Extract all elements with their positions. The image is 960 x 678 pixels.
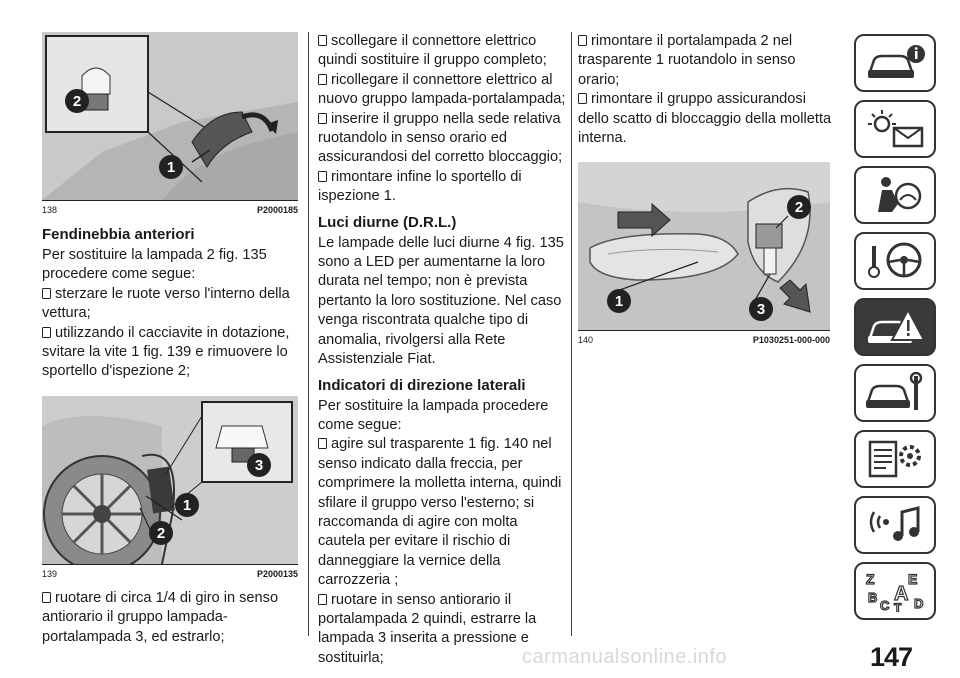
tab-maintenance[interactable]	[854, 364, 936, 422]
callout-2	[64, 88, 90, 114]
page-number: 147	[870, 642, 913, 672]
tab-car-info[interactable]	[854, 34, 936, 92]
tab-safety[interactable]	[854, 166, 936, 224]
figure-code: P2000185	[256, 205, 298, 215]
svg-text:Z: Z	[866, 571, 875, 587]
watermark: carmanualsonline.info	[522, 646, 728, 668]
checkbox-bullet-icon	[318, 74, 327, 85]
column-divider	[571, 32, 572, 636]
svg-text:B: B	[868, 590, 878, 605]
bullet-item: rimontare infine lo sportello di ispezione 1.	[318, 168, 522, 205]
bullet-item: rimontare il gruppo assicurandosi dello scatto di bloccaggio della molletta interna.	[578, 91, 832, 147]
column-1	[42, 32, 298, 647]
checkbox-bullet-icon	[578, 35, 587, 46]
figure-number: 138	[42, 205, 58, 215]
tab-warning-lights[interactable]	[854, 100, 936, 158]
checkbox-bullet-icon	[318, 35, 327, 46]
bullet-item: scollegare il connettore elettrico quindi sostituire il gruppo completo;	[318, 33, 547, 69]
callout-1	[158, 154, 184, 180]
svg-text:1: 1	[182, 496, 192, 514]
checkbox-bullet-icon	[318, 594, 327, 605]
index-icon	[864, 570, 928, 612]
figure-139	[42, 396, 298, 565]
paragraph: Per sostituire la lampada procedere come segue:	[318, 397, 549, 433]
checkbox-bullet-icon	[578, 93, 587, 104]
column-2	[318, 32, 566, 668]
section-heading-drl: Luci diurne (D.R.L.)	[318, 213, 457, 231]
bullet-item: utilizzando il cacciavite in dotazione, svitare la vite 1 fig. 139 e rimuovere lo sportello d'ispezione 2;	[42, 324, 290, 380]
figure-code: P1030251-000-000	[752, 335, 830, 346]
callout-2	[786, 194, 812, 220]
callout-3	[748, 296, 774, 322]
column-divider	[308, 32, 309, 636]
checkbox-bullet-icon	[318, 438, 327, 449]
safety-airbag-icon	[864, 174, 928, 216]
callout-2	[148, 520, 174, 546]
checkbox-bullet-icon	[42, 288, 51, 299]
tab-starting-driving[interactable]	[854, 232, 936, 290]
svg-text:A: A	[894, 583, 909, 605]
figure-138	[42, 32, 298, 201]
column-3	[578, 32, 840, 355]
figure-code: P2000135	[256, 568, 298, 579]
callout-1	[606, 288, 632, 314]
svg-text:T: T	[894, 601, 902, 612]
checkbox-bullet-icon	[42, 327, 51, 338]
tab-multimedia[interactable]	[854, 496, 936, 554]
bullet-item: ricollegare il connettore elettrico al nuovo gruppo lampada-portalampada;	[318, 71, 566, 108]
tab-technical-data[interactable]	[854, 430, 936, 488]
car-info-icon	[864, 42, 928, 84]
technical-data-icon	[864, 438, 928, 480]
figure-138-caption	[42, 204, 298, 216]
multimedia-icon	[864, 504, 928, 546]
svg-text:3: 3	[756, 301, 766, 319]
figure-140	[578, 162, 830, 331]
svg-text:2: 2	[72, 93, 82, 110]
steering-wheel-icon	[864, 240, 928, 282]
callout-1	[174, 492, 200, 518]
checkbox-bullet-icon	[42, 592, 51, 603]
svg-text:C: C	[880, 598, 890, 612]
bullet-item: sterzare le ruote verso l'interno della vettura;	[42, 285, 290, 322]
svg-text:1: 1	[614, 293, 624, 311]
tab-emergency[interactable]	[854, 298, 936, 356]
checkbox-bullet-icon	[318, 171, 327, 182]
tab-index[interactable]	[854, 562, 936, 620]
figure-number: 140	[578, 335, 594, 346]
figure-140-caption	[578, 334, 830, 346]
section-heading-side-indicators: Indicatori di direzione laterali	[318, 376, 526, 394]
svg-text:1: 1	[166, 159, 176, 176]
svg-text:3: 3	[254, 456, 264, 474]
svg-text:2: 2	[794, 199, 804, 217]
paragraph: Le lampade delle luci diurne 4 fig. 135 sono a LED per aumentarne la loro durata nel tempo; non è prevista pertanto la loro sostituzione. Nel caso venga riscontrata qualche tipo di anomalia, rivolgersi alla Rete Assistenziale Fiat.	[318, 234, 564, 368]
bullet-item: ruotare di circa 1/4 di giro in senso antiorario il gruppo lampada-portalampada 3, ed estrarlo;	[42, 589, 279, 645]
bullet-item: ruotare in senso antiorario il portalampada 2 quindi, estrarre la lampada 3 inserita a pressione e sostituirla;	[318, 591, 537, 666]
bullet-item: rimontare il portalampada 2 nel trasparente 1 ruotandolo in senso orario;	[578, 33, 796, 88]
bullet-item: agire sul trasparente 1 fig. 140 nel senso indicato dalla freccia, per comprimere la molletta interna, quindi sfilare il gruppo verso l'esterno; si raccomanda di agire con molta cautela per evitare il rischio di danneggiare la vernice della carrozzeria ;	[318, 436, 562, 589]
paragraph: Per sostituire la lampada 2 fig. 135 procedere come segue:	[42, 247, 267, 283]
bullet-item: inserire il gruppo nella sede relativa ruotandolo in senso orario ed assicurandosi del corretto bloccaggio;	[318, 110, 563, 166]
checkbox-bullet-icon	[318, 113, 327, 124]
svg-text:E: E	[908, 571, 918, 587]
figure-number: 139	[42, 568, 58, 579]
callout-3	[246, 452, 272, 478]
svg-text:2: 2	[156, 524, 166, 542]
maintenance-icon	[864, 372, 928, 414]
section-heading-fog-lights: Fendinebbia anteriori	[42, 226, 195, 243]
emergency-icon	[864, 306, 928, 348]
figure-139-caption	[42, 568, 298, 580]
warning-lights-icon	[864, 108, 928, 150]
svg-text:D: D	[914, 596, 924, 611]
